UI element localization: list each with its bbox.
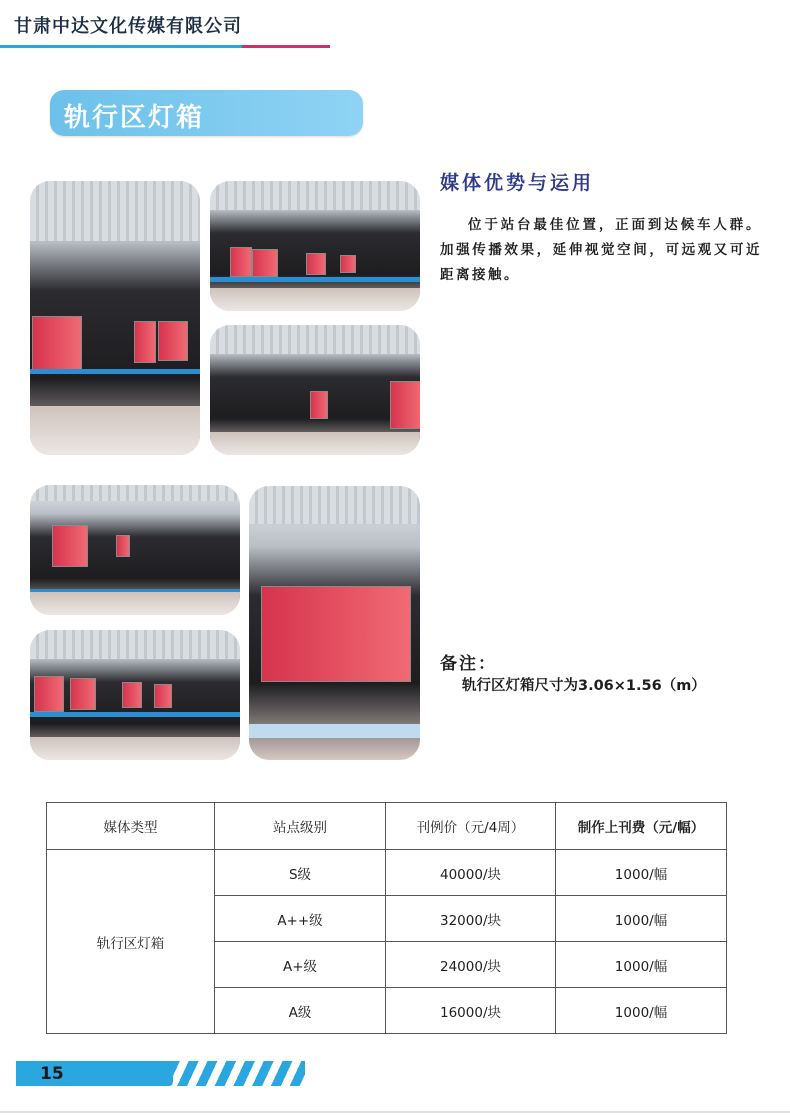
- cell-media-type: 轨行区灯箱: [47, 850, 215, 1034]
- bottom-divider: [0, 1111, 790, 1113]
- header-list-price: 刊例价（元/4周）: [386, 803, 556, 850]
- cell-price: 40000/块: [386, 850, 556, 896]
- cell-fee: 1000/幅: [556, 896, 727, 942]
- header-production-fee: 制作上刊费（元/幅）: [556, 803, 727, 850]
- cell-price: 16000/块: [386, 988, 556, 1034]
- table-header-row: [47, 803, 727, 850]
- note-text: 轨行区灯箱尺寸为3.06×1.56（m）: [462, 678, 706, 694]
- header-line-red: [242, 45, 330, 48]
- photo-platform-4: [30, 485, 240, 615]
- photo-platform-3: [210, 325, 420, 455]
- cell-fee: 1000/幅: [556, 942, 727, 988]
- advantages-body: 位于站台最佳位置，正面到达候车人群。加强传播效果，延伸视觉空间，可远观又可近距离接触。: [440, 217, 762, 283]
- photo-platform-5: [30, 630, 240, 760]
- header-station-level: 站点级别: [215, 803, 386, 850]
- cell-level: A+级: [215, 942, 386, 988]
- cell-price: 32000/块: [386, 896, 556, 942]
- table-row: [47, 850, 727, 896]
- cell-level: S级: [215, 850, 386, 896]
- cell-fee: 1000/幅: [556, 988, 727, 1034]
- section-title-pill: [50, 90, 363, 136]
- page-number: 15: [40, 1064, 64, 1084]
- header-line-blue: [0, 45, 242, 48]
- cell-level: A++级: [215, 896, 386, 942]
- company-name: 甘肃中达文化传媒有限公司: [14, 16, 242, 37]
- cell-price: 24000/块: [386, 942, 556, 988]
- price-table: [46, 802, 727, 1034]
- photo-lightbox-closeup: [249, 486, 420, 760]
- cell-fee: 1000/幅: [556, 850, 727, 896]
- cell-level: A级: [215, 988, 386, 1034]
- photo-platform-2: [210, 181, 420, 311]
- advantages-title: 媒体优势与运用: [440, 172, 595, 194]
- header-media-type: 媒体类型: [47, 803, 215, 850]
- section-title: 轨行区灯箱: [64, 103, 205, 133]
- footer-stripes: [170, 1061, 305, 1086]
- photo-platform-1: [30, 181, 200, 455]
- note-title: 备注：: [440, 654, 497, 674]
